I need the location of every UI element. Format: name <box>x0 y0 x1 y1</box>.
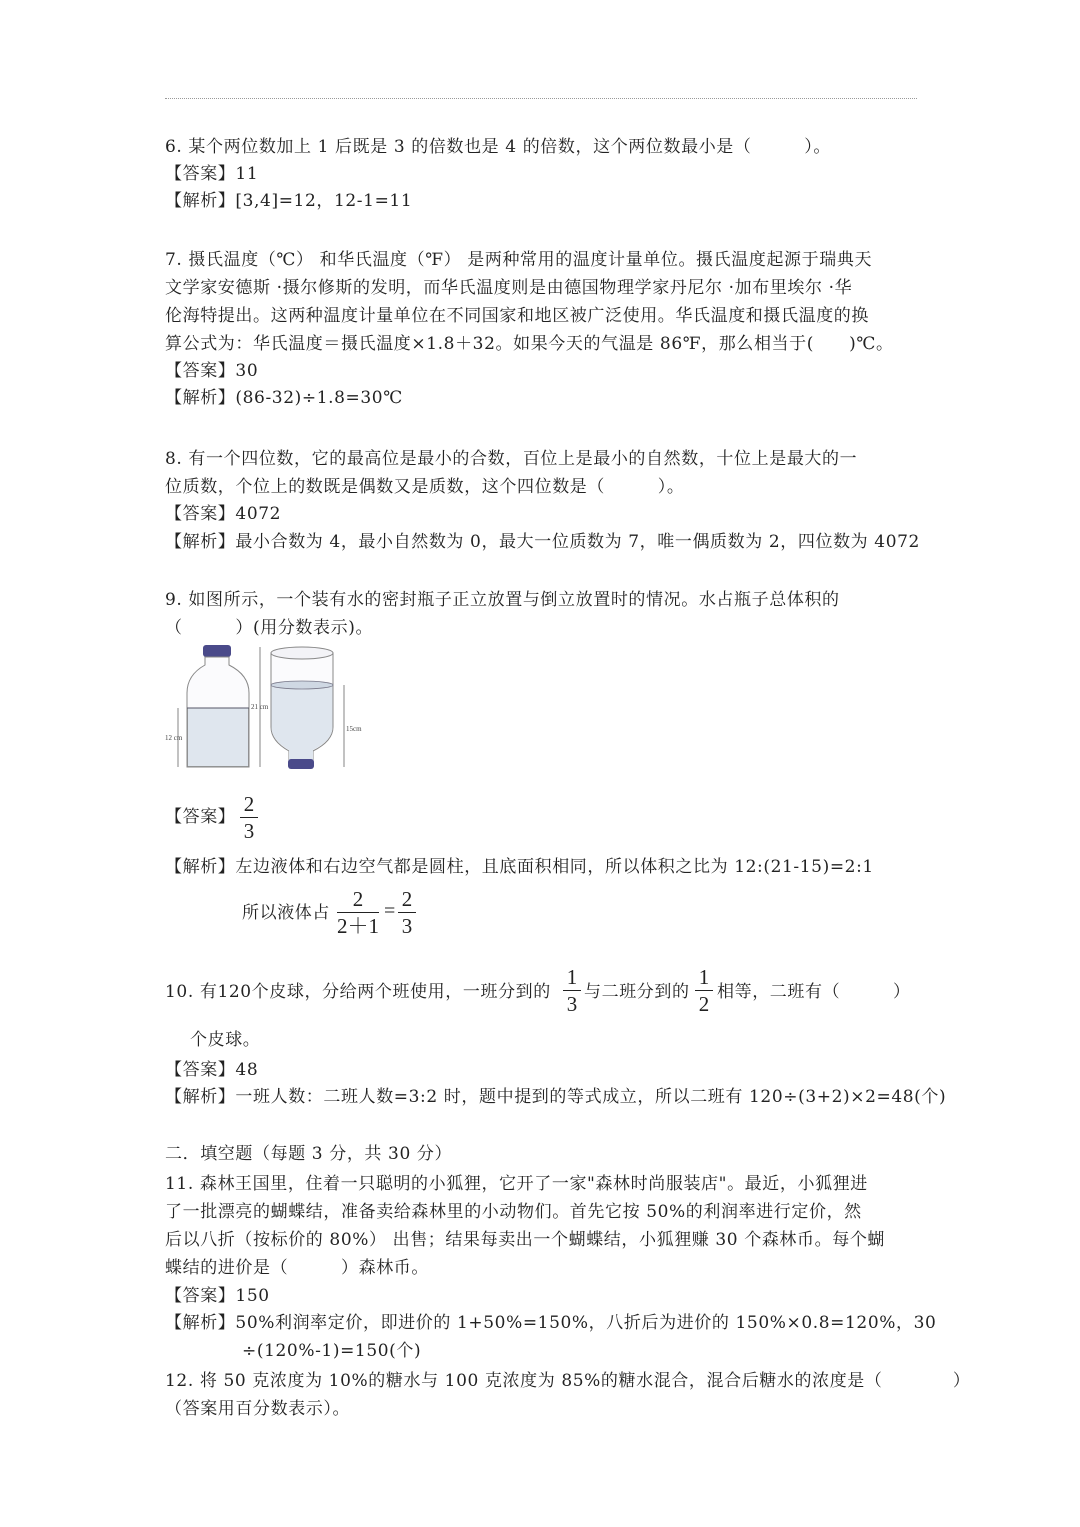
q11-line-2: 了一批漂亮的蝴蝶结，准备卖给森林里的小动物们。首先它按 50%的利润率进行定价，然 <box>165 1202 862 1222</box>
q8-analysis: 【解析】最小合数为 4，最小自然数为 0，最大一位质数为 7，唯一偶质数为 2，四位数为 4072 <box>165 532 920 552</box>
q8-line-1: 8. 有一个四位数，它的最高位是最小的合数，百位上是最小的自然数，十位上是最大的一 <box>165 449 858 469</box>
q9-answer-fraction <box>240 793 258 842</box>
q10-fraction-1 <box>563 966 581 1015</box>
q10-analysis: 【解析】一班人数：二班人数=3:2 时，题中提到的等式成立，所以二班有 120÷(3+2)×2=48(个) <box>165 1087 947 1107</box>
q10-part-1: 10. 有120个皮球，分给两个班使用，一班分到的 <box>165 982 551 1002</box>
right-height-label: 15cm <box>346 725 362 733</box>
q9-line-1: 9. 如图所示，一个装有水的密封瓶子正立放置与倒立放置时的情况。水占瓶子总体积的 <box>165 590 840 610</box>
q6-question: 6. 某个两位数加上 1 后既是 3 的倍数也是 4 的倍数，这个两位数最小是（ ）。 <box>165 137 831 157</box>
q9-analysis-prefix: 所以液体占 <box>242 903 330 923</box>
q6-analysis: 【解析】[3,4]=12，12-1=11 <box>165 191 413 211</box>
q9-frac2-denominator: 3 <box>401 914 413 938</box>
left-height-label: 12 cm <box>165 734 183 742</box>
q7-answer: 【答案】30 <box>165 361 259 381</box>
q9-equals-sign: = <box>384 900 396 922</box>
q9-frac1-denominator: 2＋1 <box>337 914 379 938</box>
bottle-figure <box>163 643 363 773</box>
q8-answer: 【答案】4072 <box>165 504 282 524</box>
q11-line-1: 11. 森林王国里，住着一只聪明的小狐狸，它开了一家"森林时尚服装店"。最近，小狐狸进 <box>165 1174 868 1194</box>
q9-line-2: （ ）(用分数表示)。 <box>165 618 374 638</box>
q7-analysis: 【解析】(86-32)÷1.8=30℃ <box>165 388 403 408</box>
q6-answer: 【答案】11 <box>165 164 259 184</box>
q9-answer-numerator: 2 <box>243 792 255 816</box>
q10-part-3: 相等，二班有（ ） <box>717 982 911 1002</box>
q10-part-2: 与二班分到的 <box>584 982 690 1002</box>
q10-frac2-numerator: 1 <box>698 965 710 989</box>
section-2-heading: 二．填空题（每题 3 分，共 30 分） <box>165 1144 453 1164</box>
q9-analysis-fraction-2 <box>398 888 416 937</box>
q7-line-4: 算公式为：华氏温度＝摄氏温度×1.8＋32。如果今天的气温是 86℉，那么相当于( )℃。 <box>165 334 894 354</box>
q10-fraction-2 <box>695 966 713 1015</box>
q10-answer: 【答案】48 <box>165 1060 259 1080</box>
q9-answer-label: 【答案】 <box>165 807 236 827</box>
q11-analysis-1: 【解析】50%利润率定价，即进价的 1+50%=150%，八折后为进价的 150%×0.8=120%，30 <box>165 1313 937 1333</box>
q11-analysis-2: ÷(120%-1)=150(个) <box>242 1341 422 1361</box>
total-height-label: 21 cm <box>251 703 269 711</box>
q9-analysis: 【解析】左边液体和右边空气都是圆柱，且底面积相同，所以体积之比为 12:(21-15)=2:1 <box>165 857 874 877</box>
q9-analysis-fraction-1 <box>337 888 379 937</box>
header-dotted-rule <box>165 98 917 99</box>
q7-line-1: 7. 摄氏温度（℃） 和华氏温度（℉） 是两种常用的温度计量单位。摄氏温度起源于瑞典天 <box>165 250 873 270</box>
q9-answer-denominator: 3 <box>243 819 255 843</box>
q9-frac1-numerator: 2 <box>352 887 364 911</box>
inverted-bottle <box>271 647 333 769</box>
q8-line-2: 位质数，个位上的数既是偶数又是质数，这个四位数是（ ）。 <box>165 477 685 497</box>
upright-bottle <box>187 645 249 767</box>
q12-line-1: 12. 将 50 克浓度为 10%的糖水与 100 克浓度为 85%的糖水混合，混合后糖水的浓度是（ ） <box>165 1371 971 1391</box>
q10-line-2: 个皮球。 <box>190 1030 261 1050</box>
q7-line-3: 伦海特提出。这两种温度计量单位在不同国家和地区被广泛使用。华氏温度和摄氏温度的换 <box>165 306 869 326</box>
q10-frac1-denominator: 3 <box>566 992 578 1016</box>
q11-line-4: 蝶结的进价是（ ）森林币。 <box>165 1258 429 1278</box>
q12-line-2: （答案用百分数表示）。 <box>165 1399 351 1419</box>
q10-frac1-numerator: 1 <box>566 965 578 989</box>
q7-line-2: 文学家安德斯 ·摄尔修斯的发明，而华氏温度则是由德国物理学家丹尼尔 ·加布里埃尔 ·华 <box>165 278 853 298</box>
q9-frac2-numerator: 2 <box>401 887 413 911</box>
q11-line-3: 后以八折（按标价的 80%） 出售；结果每卖出一个蝴蝶结，小狐狸赚 30 个森林币。每个蝴 <box>165 1230 886 1250</box>
q10-frac2-denominator: 2 <box>698 992 710 1016</box>
q11-answer: 【答案】150 <box>165 1286 270 1306</box>
